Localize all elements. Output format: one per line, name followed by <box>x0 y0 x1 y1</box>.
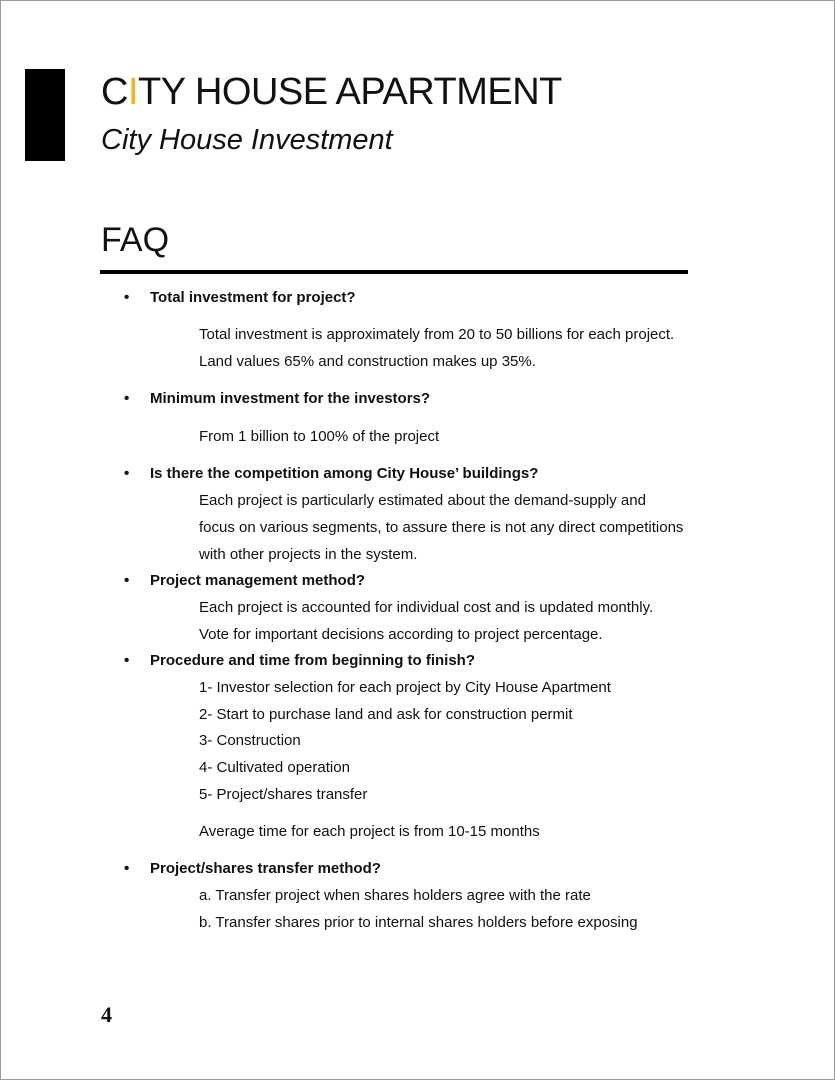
faq-answer-line: Vote for important decisions according to project percentage. <box>199 626 603 643</box>
faq-question <box>124 571 365 591</box>
faq-question-text: Minimum investment for the investors? <box>150 390 431 407</box>
faq-answer-line: a. Transfer project when shares holders agree with the rate <box>199 887 591 904</box>
faq-answer-line: Each project is accounted for individual cost and is updated monthly. <box>199 599 654 616</box>
faq-answer-line: with other projects in the system. <box>199 546 418 563</box>
faq-question-text: Total investment for project? <box>150 289 356 306</box>
page-title <box>101 70 562 114</box>
page-subtitle: City House Investment <box>101 124 393 156</box>
bullet-icon: • <box>124 860 130 877</box>
bullet-icon: • <box>124 289 130 306</box>
faq-question-text: Procedure and time from beginning to finish? <box>150 652 476 669</box>
header-black-bar <box>25 69 65 161</box>
bullet-icon: • <box>124 652 130 669</box>
faq-question <box>124 389 430 409</box>
faq-answer-line: 5- Project/shares transfer <box>199 786 368 803</box>
faq-question <box>124 288 356 308</box>
title-accent-letter: I <box>127 71 139 113</box>
faq-answer-line: 4- Cultivated operation <box>199 759 350 776</box>
bullet-icon: • <box>124 390 130 407</box>
faq-answer-line: Each project is particularly estimated about the demand-supply and <box>199 492 646 509</box>
faq-answer-line: b. Transfer shares prior to internal shares holders before exposing <box>199 914 638 931</box>
title-rest: TY HOUSE APARTMENT <box>138 71 562 113</box>
faq-answer-line: 3- Construction <box>199 732 301 749</box>
section-heading: FAQ <box>101 221 170 259</box>
faq-answer-line: 1- Investor selection for each project by City House Apartment <box>199 679 611 696</box>
faq-answer-line: From 1 billion to 100% of the project <box>199 428 440 445</box>
faq-question-text: Project management method? <box>150 572 366 589</box>
faq-question <box>124 651 475 671</box>
bullet-icon: • <box>124 572 130 589</box>
faq-question <box>124 859 381 879</box>
faq-answer-line: 2- Start to purchase land and ask for construction permit <box>199 706 573 723</box>
faq-answer-line: Average time for each project is from 10-15 months <box>199 823 540 840</box>
bullet-icon: • <box>124 465 130 482</box>
heading-rule <box>100 270 688 274</box>
faq-answer-line: focus on various segments, to assure there is not any direct competitions <box>199 519 684 536</box>
title-first-letter: C <box>101 71 128 113</box>
faq-answer-line: Land values 65% and construction makes up 35%. <box>199 353 536 370</box>
faq-answer-line: Total investment is approximately from 20 to 50 billions for each project. <box>199 326 675 343</box>
page-number: 4 <box>101 1002 112 1027</box>
faq-question-text: Is there the competition among City House’ buildings? <box>150 465 539 482</box>
faq-question-text: Project/shares transfer method? <box>150 860 381 877</box>
faq-question <box>124 464 538 484</box>
